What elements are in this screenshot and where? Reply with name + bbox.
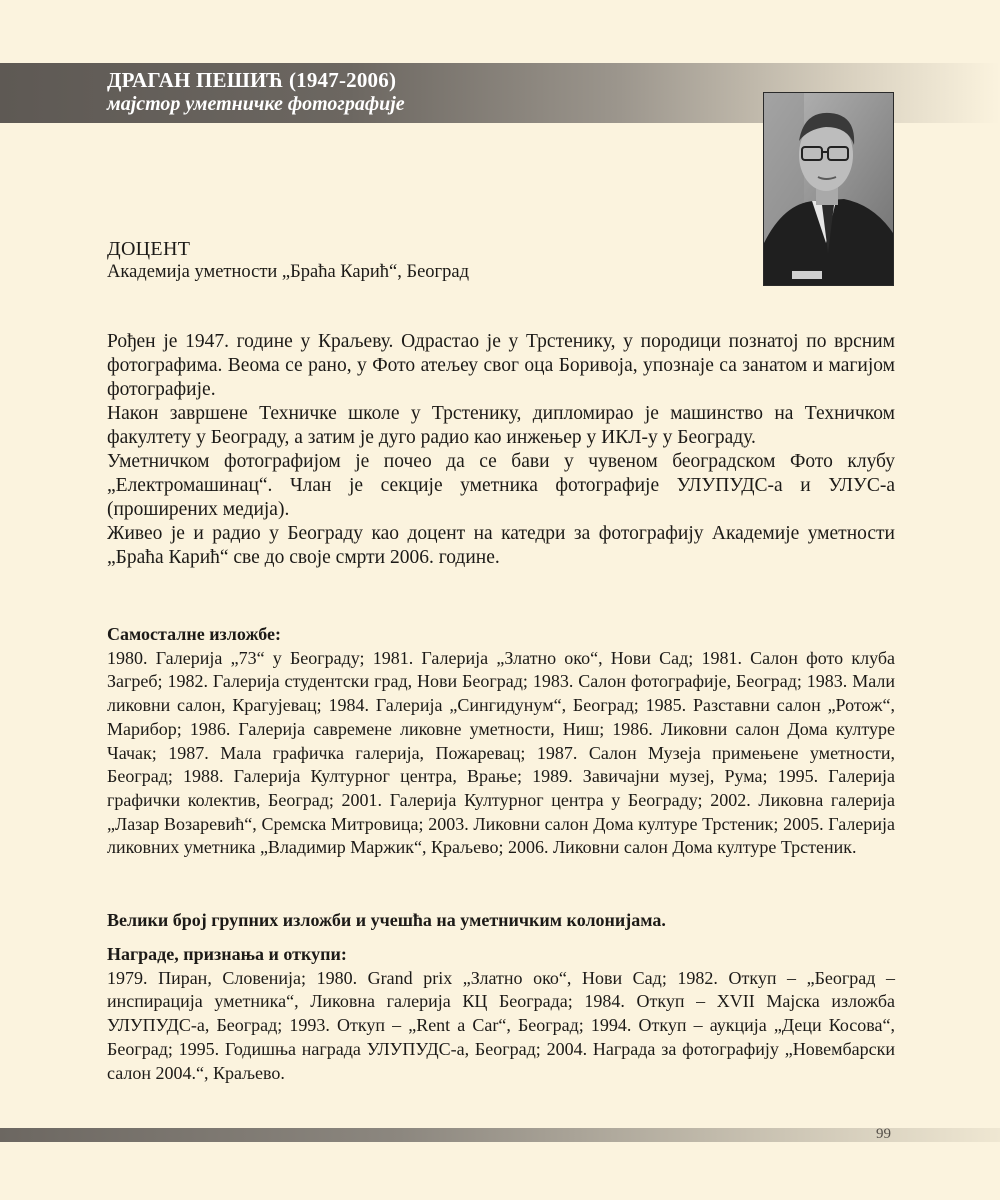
awards-list: 1979. Пиран, Словенија; 1980. Grand prix „Златно око“, Нови Сад; 1982. Откуп – „Београд – инспирација уметника“, Ликовна галерија КЦ Београда; 1984. Откуп – XVII Мајска изложба УЛУПУДС-а, Београд; 1993. Откуп – „Rent a Car“, Београд; 1994. Откуп – аукција „Деци Косова“, Београд; 1995. Годишња награда УЛУПУДС-а, Београд; 2004. Награда за фотографију „Новембарски салон 2004.“, Краљево. (107, 967, 895, 1083)
solo-exhibitions-section (107, 623, 895, 860)
bio-paragraph: Живео је и радио у Београду као доцент на катедри за фотографију Академије уметности „Браћа Карић“ све до своје смрти 2006. године. (107, 523, 895, 568)
page-number: 99 (876, 1126, 891, 1142)
bio-paragraph: Рођен је 1947. године у Краљеву. Одрастао је у Трстенику, у породици познатој по врсним фотографима. Веома се рано, у Фото атељеу свог оца Боривоја, упознаје са занатом и магијом фотографије. (107, 331, 895, 400)
bio-paragraph: Након завршене Техничке школе у Трстенику, дипломирао је машинство на Техничком факултету у Београду, а затим је дуго радио као инжењер у ИКЛ-у у Београду. (107, 403, 895, 448)
group-exhibitions-section (107, 909, 895, 933)
awards-heading: Награде, признања и откупи: (107, 944, 347, 964)
bio-paragraph: Уметничком фотографијом је почео да се бави у чувеном београдском Фото клубу „Електромашинац“. Члан је секције уметника фотографије УЛУПУДС-а и УЛУС-а (проширених медија). (107, 451, 895, 520)
awards-section (107, 943, 895, 1085)
portrait-photo (763, 92, 894, 286)
biography (107, 330, 895, 570)
affiliation: Академија уметности „Браћа Карић“, Београд (107, 262, 470, 282)
footer-band (0, 1128, 1000, 1142)
solo-exhibitions-list: 1980. Галерија „73“ у Београду; 1981. Галерија „Златно око“, Нови Сад; 1981. Салон фото клуба Загреб; 1982. Галерија студентски град, Нови Београд; 1983. Салон фотографије, Београд; 1983. Мали ликовни салон, Крагујевац; 1984. Галерија „Сингидунум“, Београд; 1985. Разставни салон „Ротож“, Марибор; 1986. Галерија савремене ликовне уметности, Ниш; 1986. Ликовни салон Дома културе Чачак; 1987. Мала графичка галерија, Пожаревац; 1987. Салон Музеја примењене уметности, Београд; 1988. Галерија Културног центра, Врање; 1989. Завичајни музеј, Рума; 1995. Галерија графички колектив, Београд; 2001. Галерија Културног центра у Београду; 2002. Ликовна галерија „Лазар Возаревић“, Сремска Митровица; 2003. Ликовни салон Дома културе Трстеник; 2005. Галерија ликовних уметника „Владимир Маржик“, Краљево; 2006. Ликовни салон Дома културе Трстеник. (107, 647, 895, 858)
academic-rank: ДОЦЕНТ (107, 238, 191, 260)
portrait-photo-icon (764, 93, 893, 285)
group-exhibitions-heading: Велики број групних изложби и учешћа на уметничким колонијама. (107, 910, 666, 930)
artist-subtitle: мајстор уметничке фотографије (107, 93, 405, 115)
solo-exhibitions-heading: Самосталне изложбе: (107, 624, 282, 644)
artist-name-heading: ДРАГАН ПЕШИЋ (1947-2006) (107, 68, 397, 92)
